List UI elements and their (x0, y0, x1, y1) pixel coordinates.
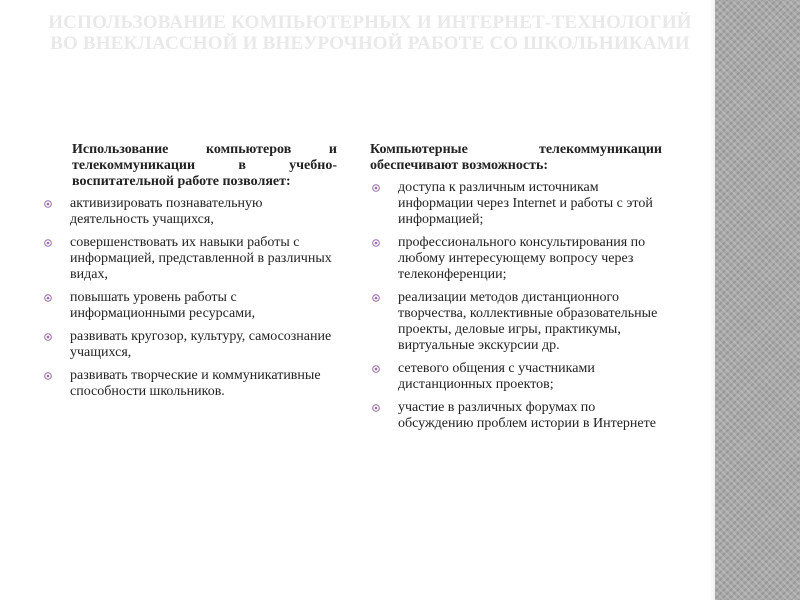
list-item-text: профессионального консультирования по любому интересующему вопросу через телеконференции; (398, 235, 646, 282)
circled-dot-icon (372, 239, 380, 247)
circled-dot-icon (372, 404, 380, 412)
list-item (370, 361, 662, 393)
right-column (370, 142, 662, 439)
list-item (370, 235, 662, 283)
right-column-heading: Компьютерные телекоммуникации обеспечивают возможность: (370, 142, 662, 173)
circled-dot-icon (372, 294, 380, 302)
list-item-text: развивать кругозор, культуру, самосознание учащихся, (70, 329, 332, 360)
left-column (42, 142, 337, 407)
list-item-text: активизировать познавательную деятельность учащихся, (70, 196, 263, 227)
list-item (370, 290, 662, 354)
list-item (42, 235, 337, 283)
circled-dot-icon (44, 333, 52, 341)
left-column-heading: Использование компьютеров и телекоммуникации в учебно-воспитательной работе позволяет: (72, 142, 337, 189)
list-item-text: доступа к различным источникам информации через Internet и работы с этой информацией; (398, 180, 653, 227)
list-item-text: реализации методов дистанционного творчества, коллективные образовательные проекты, деловые игры, практикумы, виртуальные экскурсии др. (398, 290, 658, 353)
list-item-text: участие в различных форумах по обсуждению проблем истории в Интернете (398, 400, 656, 431)
circled-dot-icon (44, 239, 52, 247)
list-item-text: развивать творческие и коммуникативные способности школьников. (70, 368, 321, 399)
circled-dot-icon (372, 365, 380, 373)
circled-dot-icon (372, 184, 380, 192)
list-item-text: повышать уровень работы с информационными ресурсами, (70, 290, 256, 321)
list-item (370, 180, 662, 228)
circled-dot-icon (44, 372, 52, 380)
right-bullet-list (370, 180, 662, 432)
circled-dot-icon (44, 200, 52, 208)
slide-title: ИСПОЛЬЗОВАНИЕ КОМПЬЮТЕРНЫХ И ИНТЕРНЕТ-ТЕХНОЛОГИЙ ВО ВНЕКЛАССНОЙ И ВНЕУРОЧНОЙ РАБОТЕ СО ШКОЛЬНИКАМИ (48, 12, 692, 54)
list-item-text: сетевого общения с участниками дистанционных проектов; (398, 361, 595, 392)
list-item (42, 196, 337, 228)
list-item-text: совершенствовать их навыки работы с информацией, представленной в различных видах, (70, 235, 332, 282)
list-item (370, 400, 662, 432)
decorative-side-stripe (715, 0, 800, 600)
list-item (42, 329, 337, 361)
circled-dot-icon (44, 294, 52, 302)
list-item (42, 368, 337, 400)
list-item (42, 290, 337, 322)
left-bullet-list (42, 196, 337, 400)
